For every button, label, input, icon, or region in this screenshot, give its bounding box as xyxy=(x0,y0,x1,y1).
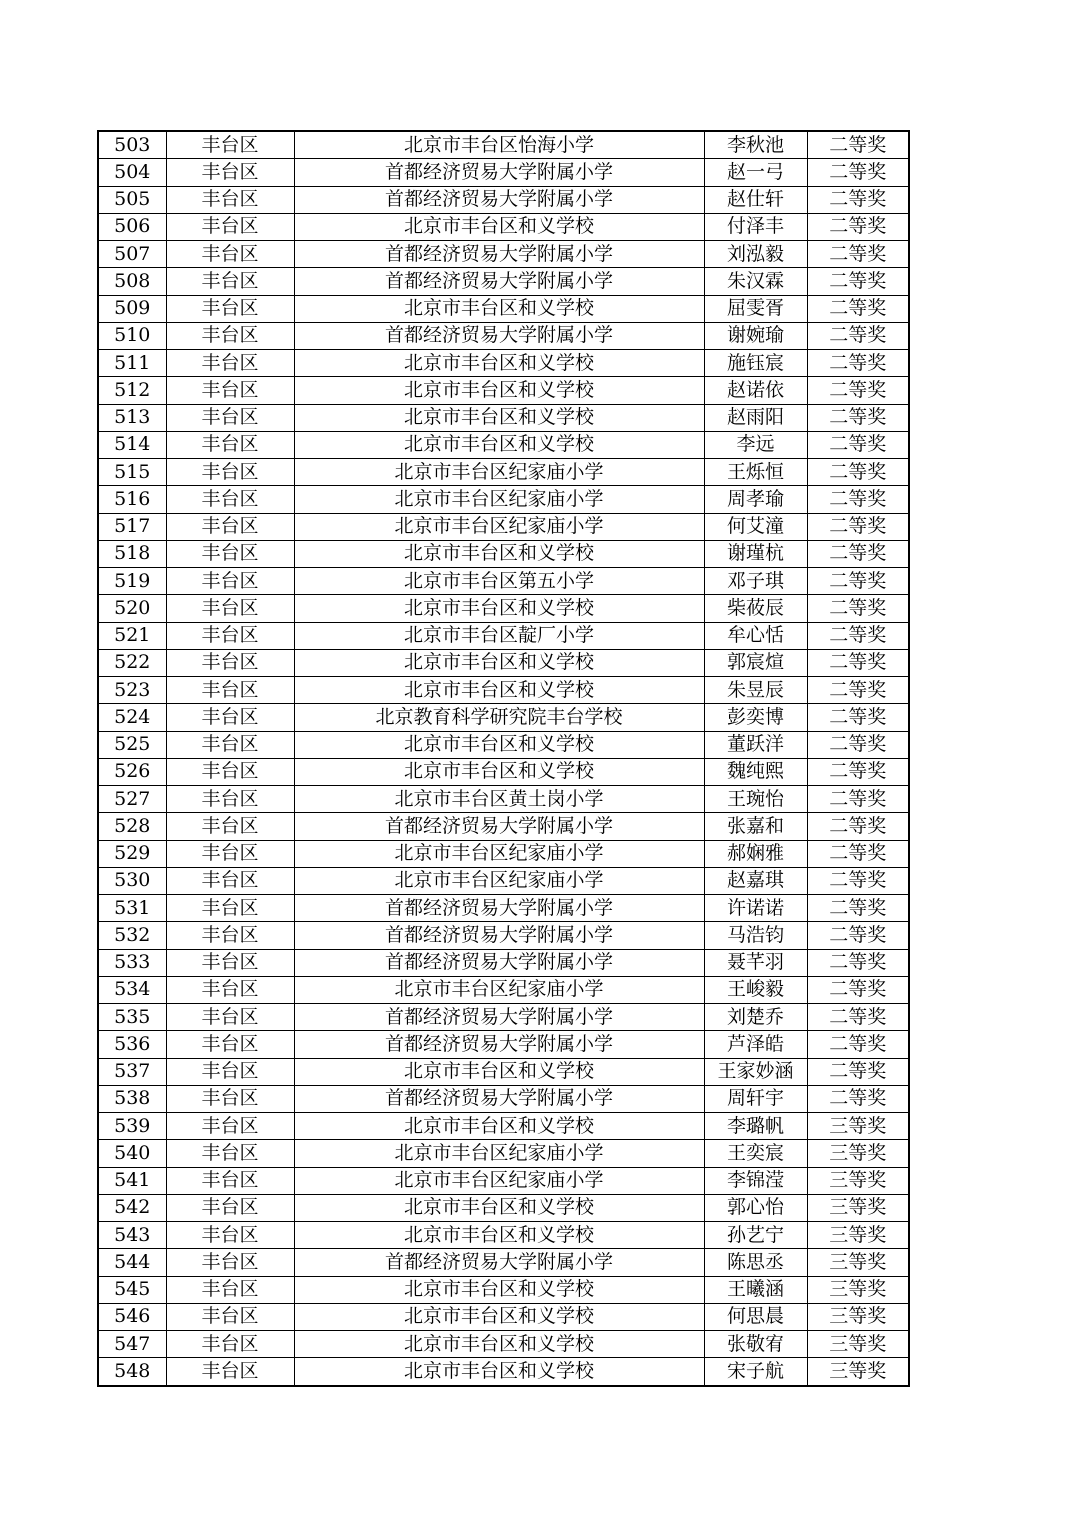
row-number-cell: 544 xyxy=(98,1249,166,1276)
table-row xyxy=(98,268,909,295)
student-name-cell: 郭心怡 xyxy=(704,1194,807,1221)
row-number-cell: 529 xyxy=(98,840,166,867)
student-name-cell: 王琬怡 xyxy=(704,786,807,813)
table-row xyxy=(98,295,909,322)
district-cell: 丰台区 xyxy=(166,595,294,622)
row-number-cell: 507 xyxy=(98,241,166,268)
row-number-cell: 522 xyxy=(98,649,166,676)
student-name-cell: 刘泓毅 xyxy=(704,241,807,268)
award-level-cell: 二等奖 xyxy=(807,131,909,159)
district-cell: 丰台区 xyxy=(166,1113,294,1140)
school-cell: 北京市丰台区和义学校 xyxy=(294,758,704,785)
row-number-cell: 516 xyxy=(98,486,166,513)
award-level-cell: 二等奖 xyxy=(807,322,909,349)
student-name-cell: 谢瑾杭 xyxy=(704,540,807,567)
award-level-cell: 二等奖 xyxy=(807,213,909,240)
row-number-cell: 517 xyxy=(98,513,166,540)
district-cell: 丰台区 xyxy=(166,649,294,676)
award-level-cell: 二等奖 xyxy=(807,186,909,213)
row-number-cell: 508 xyxy=(98,268,166,295)
school-cell: 首都经济贸易大学附属小学 xyxy=(294,895,704,922)
row-number-cell: 531 xyxy=(98,895,166,922)
row-number-cell: 514 xyxy=(98,431,166,458)
row-number-cell: 547 xyxy=(98,1331,166,1358)
school-cell: 北京市丰台区靛厂小学 xyxy=(294,622,704,649)
table-row xyxy=(98,486,909,513)
student-name-cell: 李远 xyxy=(704,431,807,458)
table-row xyxy=(98,513,909,540)
district-cell: 丰台区 xyxy=(166,404,294,431)
student-name-cell: 邓子琪 xyxy=(704,568,807,595)
district-cell: 丰台区 xyxy=(166,1085,294,1112)
school-cell: 首都经济贸易大学附属小学 xyxy=(294,159,704,186)
school-cell: 首都经济贸易大学附属小学 xyxy=(294,186,704,213)
district-cell: 丰台区 xyxy=(166,622,294,649)
table-row xyxy=(98,976,909,1003)
table-row xyxy=(98,595,909,622)
student-name-cell: 王烁恒 xyxy=(704,459,807,486)
award-level-cell: 二等奖 xyxy=(807,949,909,976)
award-level-cell: 二等奖 xyxy=(807,840,909,867)
table-row xyxy=(98,1113,909,1140)
award-level-cell: 三等奖 xyxy=(807,1222,909,1249)
table-row xyxy=(98,404,909,431)
school-cell: 北京市丰台区和义学校 xyxy=(294,1113,704,1140)
row-number-cell: 545 xyxy=(98,1276,166,1303)
district-cell: 丰台区 xyxy=(166,322,294,349)
row-number-cell: 510 xyxy=(98,322,166,349)
award-level-cell: 二等奖 xyxy=(807,1058,909,1085)
school-cell: 北京市丰台区和义学校 xyxy=(294,1331,704,1358)
student-name-cell: 王奕宸 xyxy=(704,1140,807,1167)
row-number-cell: 539 xyxy=(98,1113,166,1140)
row-number-cell: 528 xyxy=(98,813,166,840)
school-cell: 北京市丰台区和义学校 xyxy=(294,213,704,240)
row-number-cell: 525 xyxy=(98,731,166,758)
table-row xyxy=(98,813,909,840)
row-number-cell: 534 xyxy=(98,976,166,1003)
award-level-cell: 二等奖 xyxy=(807,513,909,540)
district-cell: 丰台区 xyxy=(166,186,294,213)
table-row xyxy=(98,867,909,894)
row-number-cell: 540 xyxy=(98,1140,166,1167)
district-cell: 丰台区 xyxy=(166,241,294,268)
table-row xyxy=(98,322,909,349)
district-cell: 丰台区 xyxy=(166,840,294,867)
district-cell: 丰台区 xyxy=(166,486,294,513)
district-cell: 丰台区 xyxy=(166,540,294,567)
award-level-cell: 二等奖 xyxy=(807,1085,909,1112)
school-cell: 北京市丰台区和义学校 xyxy=(294,1222,704,1249)
district-cell: 丰台区 xyxy=(166,1303,294,1330)
district-cell: 丰台区 xyxy=(166,1140,294,1167)
row-number-cell: 506 xyxy=(98,213,166,240)
student-name-cell: 王峻毅 xyxy=(704,976,807,1003)
table-row xyxy=(98,1031,909,1058)
school-cell: 北京市丰台区和义学校 xyxy=(294,677,704,704)
row-number-cell: 527 xyxy=(98,786,166,813)
student-name-cell: 宋子航 xyxy=(704,1358,807,1386)
row-number-cell: 536 xyxy=(98,1031,166,1058)
district-cell: 丰台区 xyxy=(166,350,294,377)
row-number-cell: 548 xyxy=(98,1358,166,1386)
school-cell: 北京市丰台区纪家庙小学 xyxy=(294,486,704,513)
award-level-cell: 二等奖 xyxy=(807,922,909,949)
student-name-cell: 周轩宇 xyxy=(704,1085,807,1112)
district-cell: 丰台区 xyxy=(166,786,294,813)
award-level-cell: 二等奖 xyxy=(807,895,909,922)
student-name-cell: 赵诺依 xyxy=(704,377,807,404)
school-cell: 北京市丰台区纪家庙小学 xyxy=(294,1140,704,1167)
award-level-cell: 二等奖 xyxy=(807,159,909,186)
table-row xyxy=(98,677,909,704)
district-cell: 丰台区 xyxy=(166,1358,294,1386)
student-name-cell: 王曦涵 xyxy=(704,1276,807,1303)
table-row xyxy=(98,1303,909,1330)
award-level-cell: 二等奖 xyxy=(807,649,909,676)
student-name-cell: 施钰宸 xyxy=(704,350,807,377)
school-cell: 北京市丰台区和义学校 xyxy=(294,404,704,431)
award-level-cell: 二等奖 xyxy=(807,568,909,595)
school-cell: 北京市丰台区和义学校 xyxy=(294,350,704,377)
district-cell: 丰台区 xyxy=(166,268,294,295)
school-cell: 北京市丰台区和义学校 xyxy=(294,1303,704,1330)
district-cell: 丰台区 xyxy=(166,513,294,540)
table-row xyxy=(98,213,909,240)
row-number-cell: 542 xyxy=(98,1194,166,1221)
table-row xyxy=(98,731,909,758)
district-cell: 丰台区 xyxy=(166,704,294,731)
district-cell: 丰台区 xyxy=(166,976,294,1003)
district-cell: 丰台区 xyxy=(166,1249,294,1276)
district-cell: 丰台区 xyxy=(166,895,294,922)
district-cell: 丰台区 xyxy=(166,213,294,240)
district-cell: 丰台区 xyxy=(166,1058,294,1085)
award-level-cell: 三等奖 xyxy=(807,1303,909,1330)
school-cell: 首都经济贸易大学附属小学 xyxy=(294,1085,704,1112)
table-row xyxy=(98,459,909,486)
district-cell: 丰台区 xyxy=(166,459,294,486)
school-cell: 北京市丰台区和义学校 xyxy=(294,1194,704,1221)
award-level-cell: 二等奖 xyxy=(807,704,909,731)
row-number-cell: 505 xyxy=(98,186,166,213)
row-number-cell: 543 xyxy=(98,1222,166,1249)
award-level-cell: 二等奖 xyxy=(807,1004,909,1031)
award-level-cell: 三等奖 xyxy=(807,1249,909,1276)
district-cell: 丰台区 xyxy=(166,1004,294,1031)
award-level-cell: 二等奖 xyxy=(807,786,909,813)
award-level-cell: 二等奖 xyxy=(807,431,909,458)
row-number-cell: 513 xyxy=(98,404,166,431)
district-cell: 丰台区 xyxy=(166,1331,294,1358)
student-name-cell: 何艾潼 xyxy=(704,513,807,540)
school-cell: 北京市丰台区和义学校 xyxy=(294,595,704,622)
student-name-cell: 陈思丞 xyxy=(704,1249,807,1276)
student-name-cell: 赵嘉琪 xyxy=(704,867,807,894)
student-name-cell: 赵仕轩 xyxy=(704,186,807,213)
school-cell: 北京市丰台区纪家庙小学 xyxy=(294,459,704,486)
student-name-cell: 刘楚乔 xyxy=(704,1004,807,1031)
student-name-cell: 赵一弓 xyxy=(704,159,807,186)
district-cell: 丰台区 xyxy=(166,867,294,894)
award-level-cell: 三等奖 xyxy=(807,1194,909,1221)
school-cell: 北京市丰台区和义学校 xyxy=(294,540,704,567)
district-cell: 丰台区 xyxy=(166,159,294,186)
school-cell: 北京市丰台区和义学校 xyxy=(294,377,704,404)
school-cell: 北京市丰台区和义学校 xyxy=(294,431,704,458)
award-level-cell: 二等奖 xyxy=(807,540,909,567)
table-row xyxy=(98,1140,909,1167)
table-row xyxy=(98,895,909,922)
school-cell: 首都经济贸易大学附属小学 xyxy=(294,949,704,976)
row-number-cell: 523 xyxy=(98,677,166,704)
row-number-cell: 520 xyxy=(98,595,166,622)
student-name-cell: 李秋池 xyxy=(704,131,807,159)
district-cell: 丰台区 xyxy=(166,1194,294,1221)
school-cell: 北京市丰台区纪家庙小学 xyxy=(294,976,704,1003)
student-name-cell: 朱汉霖 xyxy=(704,268,807,295)
row-number-cell: 535 xyxy=(98,1004,166,1031)
table-row xyxy=(98,1004,909,1031)
school-cell: 首都经济贸易大学附属小学 xyxy=(294,268,704,295)
school-cell: 北京市丰台区纪家庙小学 xyxy=(294,513,704,540)
school-cell: 首都经济贸易大学附属小学 xyxy=(294,922,704,949)
table-row xyxy=(98,377,909,404)
school-cell: 首都经济贸易大学附属小学 xyxy=(294,813,704,840)
row-number-cell: 509 xyxy=(98,295,166,322)
row-number-cell: 541 xyxy=(98,1167,166,1194)
district-cell: 丰台区 xyxy=(166,377,294,404)
student-name-cell: 郭宸煊 xyxy=(704,649,807,676)
table-row xyxy=(98,922,909,949)
award-level-cell: 二等奖 xyxy=(807,867,909,894)
award-level-cell: 三等奖 xyxy=(807,1113,909,1140)
district-cell: 丰台区 xyxy=(166,677,294,704)
district-cell: 丰台区 xyxy=(166,431,294,458)
student-name-cell: 马浩钧 xyxy=(704,922,807,949)
award-level-cell: 二等奖 xyxy=(807,758,909,785)
award-level-cell: 二等奖 xyxy=(807,677,909,704)
school-cell: 北京市丰台区怡海小学 xyxy=(294,131,704,159)
student-name-cell: 董跃洋 xyxy=(704,731,807,758)
award-level-cell: 二等奖 xyxy=(807,295,909,322)
student-name-cell: 张敬宥 xyxy=(704,1331,807,1358)
row-number-cell: 518 xyxy=(98,540,166,567)
row-number-cell: 546 xyxy=(98,1303,166,1330)
student-name-cell: 孙艺宁 xyxy=(704,1222,807,1249)
row-number-cell: 530 xyxy=(98,867,166,894)
award-level-cell: 三等奖 xyxy=(807,1167,909,1194)
student-name-cell: 王家妙涵 xyxy=(704,1058,807,1085)
award-level-cell: 二等奖 xyxy=(807,731,909,758)
district-cell: 丰台区 xyxy=(166,922,294,949)
award-list-table xyxy=(97,130,910,1387)
student-name-cell: 何思晨 xyxy=(704,1303,807,1330)
table-row xyxy=(98,1358,909,1386)
award-level-cell: 二等奖 xyxy=(807,976,909,1003)
table-row xyxy=(98,1058,909,1085)
school-cell: 首都经济贸易大学附属小学 xyxy=(294,1031,704,1058)
row-number-cell: 511 xyxy=(98,350,166,377)
school-cell: 首都经济贸易大学附属小学 xyxy=(294,322,704,349)
table-row xyxy=(98,540,909,567)
table-row xyxy=(98,1194,909,1221)
student-name-cell: 周孝瑜 xyxy=(704,486,807,513)
district-cell: 丰台区 xyxy=(166,1167,294,1194)
table-row xyxy=(98,704,909,731)
district-cell: 丰台区 xyxy=(166,131,294,159)
table-row xyxy=(98,1249,909,1276)
district-cell: 丰台区 xyxy=(166,731,294,758)
student-name-cell: 彭奕博 xyxy=(704,704,807,731)
student-name-cell: 牟心恬 xyxy=(704,622,807,649)
award-level-cell: 三等奖 xyxy=(807,1140,909,1167)
award-level-cell: 三等奖 xyxy=(807,1276,909,1303)
student-name-cell: 柴莜辰 xyxy=(704,595,807,622)
student-name-cell: 李璐帆 xyxy=(704,1113,807,1140)
table-row xyxy=(98,186,909,213)
student-name-cell: 李锦滢 xyxy=(704,1167,807,1194)
row-number-cell: 538 xyxy=(98,1085,166,1112)
row-number-cell: 521 xyxy=(98,622,166,649)
row-number-cell: 537 xyxy=(98,1058,166,1085)
table-row xyxy=(98,1167,909,1194)
school-cell: 北京教育科学研究院丰台学校 xyxy=(294,704,704,731)
row-number-cell: 526 xyxy=(98,758,166,785)
student-name-cell: 魏纯熙 xyxy=(704,758,807,785)
student-name-cell: 付泽丰 xyxy=(704,213,807,240)
table-row xyxy=(98,622,909,649)
school-cell: 首都经济贸易大学附属小学 xyxy=(294,1004,704,1031)
table-row xyxy=(98,1222,909,1249)
row-number-cell: 512 xyxy=(98,377,166,404)
student-name-cell: 屈雯胥 xyxy=(704,295,807,322)
student-name-cell: 赵雨阳 xyxy=(704,404,807,431)
school-cell: 北京市丰台区和义学校 xyxy=(294,1276,704,1303)
school-cell: 首都经济贸易大学附属小学 xyxy=(294,241,704,268)
award-level-cell: 二等奖 xyxy=(807,377,909,404)
district-cell: 丰台区 xyxy=(166,1031,294,1058)
table-row xyxy=(98,159,909,186)
school-cell: 北京市丰台区第五小学 xyxy=(294,568,704,595)
student-name-cell: 张嘉和 xyxy=(704,813,807,840)
student-name-cell: 郝娴雅 xyxy=(704,840,807,867)
table-row xyxy=(98,758,909,785)
award-level-cell: 二等奖 xyxy=(807,622,909,649)
table-row xyxy=(98,649,909,676)
row-number-cell: 532 xyxy=(98,922,166,949)
table-row xyxy=(98,1276,909,1303)
row-number-cell: 503 xyxy=(98,131,166,159)
table-row xyxy=(98,568,909,595)
table-row xyxy=(98,241,909,268)
table-row xyxy=(98,1085,909,1112)
school-cell: 北京市丰台区和义学校 xyxy=(294,649,704,676)
district-cell: 丰台区 xyxy=(166,813,294,840)
table-row xyxy=(98,131,909,159)
district-cell: 丰台区 xyxy=(166,758,294,785)
school-cell: 首都经济贸易大学附属小学 xyxy=(294,1249,704,1276)
district-cell: 丰台区 xyxy=(166,568,294,595)
school-cell: 北京市丰台区和义学校 xyxy=(294,1358,704,1386)
student-name-cell: 谢婉瑜 xyxy=(704,322,807,349)
school-cell: 北京市丰台区纪家庙小学 xyxy=(294,1167,704,1194)
table-row xyxy=(98,840,909,867)
school-cell: 北京市丰台区纪家庙小学 xyxy=(294,840,704,867)
student-name-cell: 聂芊羽 xyxy=(704,949,807,976)
award-level-cell: 二等奖 xyxy=(807,350,909,377)
award-level-cell: 二等奖 xyxy=(807,595,909,622)
table-row xyxy=(98,431,909,458)
award-level-cell: 二等奖 xyxy=(807,813,909,840)
district-cell: 丰台区 xyxy=(166,295,294,322)
row-number-cell: 524 xyxy=(98,704,166,731)
award-level-cell: 二等奖 xyxy=(807,1031,909,1058)
district-cell: 丰台区 xyxy=(166,949,294,976)
table-row xyxy=(98,949,909,976)
award-table-body xyxy=(98,131,909,1386)
table-row xyxy=(98,786,909,813)
row-number-cell: 504 xyxy=(98,159,166,186)
table-row xyxy=(98,350,909,377)
district-cell: 丰台区 xyxy=(166,1276,294,1303)
school-cell: 北京市丰台区和义学校 xyxy=(294,295,704,322)
school-cell: 北京市丰台区黄土岗小学 xyxy=(294,786,704,813)
award-level-cell: 三等奖 xyxy=(807,1331,909,1358)
award-level-cell: 二等奖 xyxy=(807,459,909,486)
table-row xyxy=(98,1331,909,1358)
award-level-cell: 二等奖 xyxy=(807,241,909,268)
school-cell: 北京市丰台区和义学校 xyxy=(294,731,704,758)
district-cell: 丰台区 xyxy=(166,1222,294,1249)
row-number-cell: 515 xyxy=(98,459,166,486)
school-cell: 北京市丰台区和义学校 xyxy=(294,1058,704,1085)
row-number-cell: 533 xyxy=(98,949,166,976)
row-number-cell: 519 xyxy=(98,568,166,595)
award-level-cell: 三等奖 xyxy=(807,1358,909,1386)
student-name-cell: 朱昱辰 xyxy=(704,677,807,704)
school-cell: 北京市丰台区纪家庙小学 xyxy=(294,867,704,894)
student-name-cell: 许诺诺 xyxy=(704,895,807,922)
student-name-cell: 芦泽皓 xyxy=(704,1031,807,1058)
award-level-cell: 二等奖 xyxy=(807,268,909,295)
award-level-cell: 二等奖 xyxy=(807,486,909,513)
award-level-cell: 二等奖 xyxy=(807,404,909,431)
